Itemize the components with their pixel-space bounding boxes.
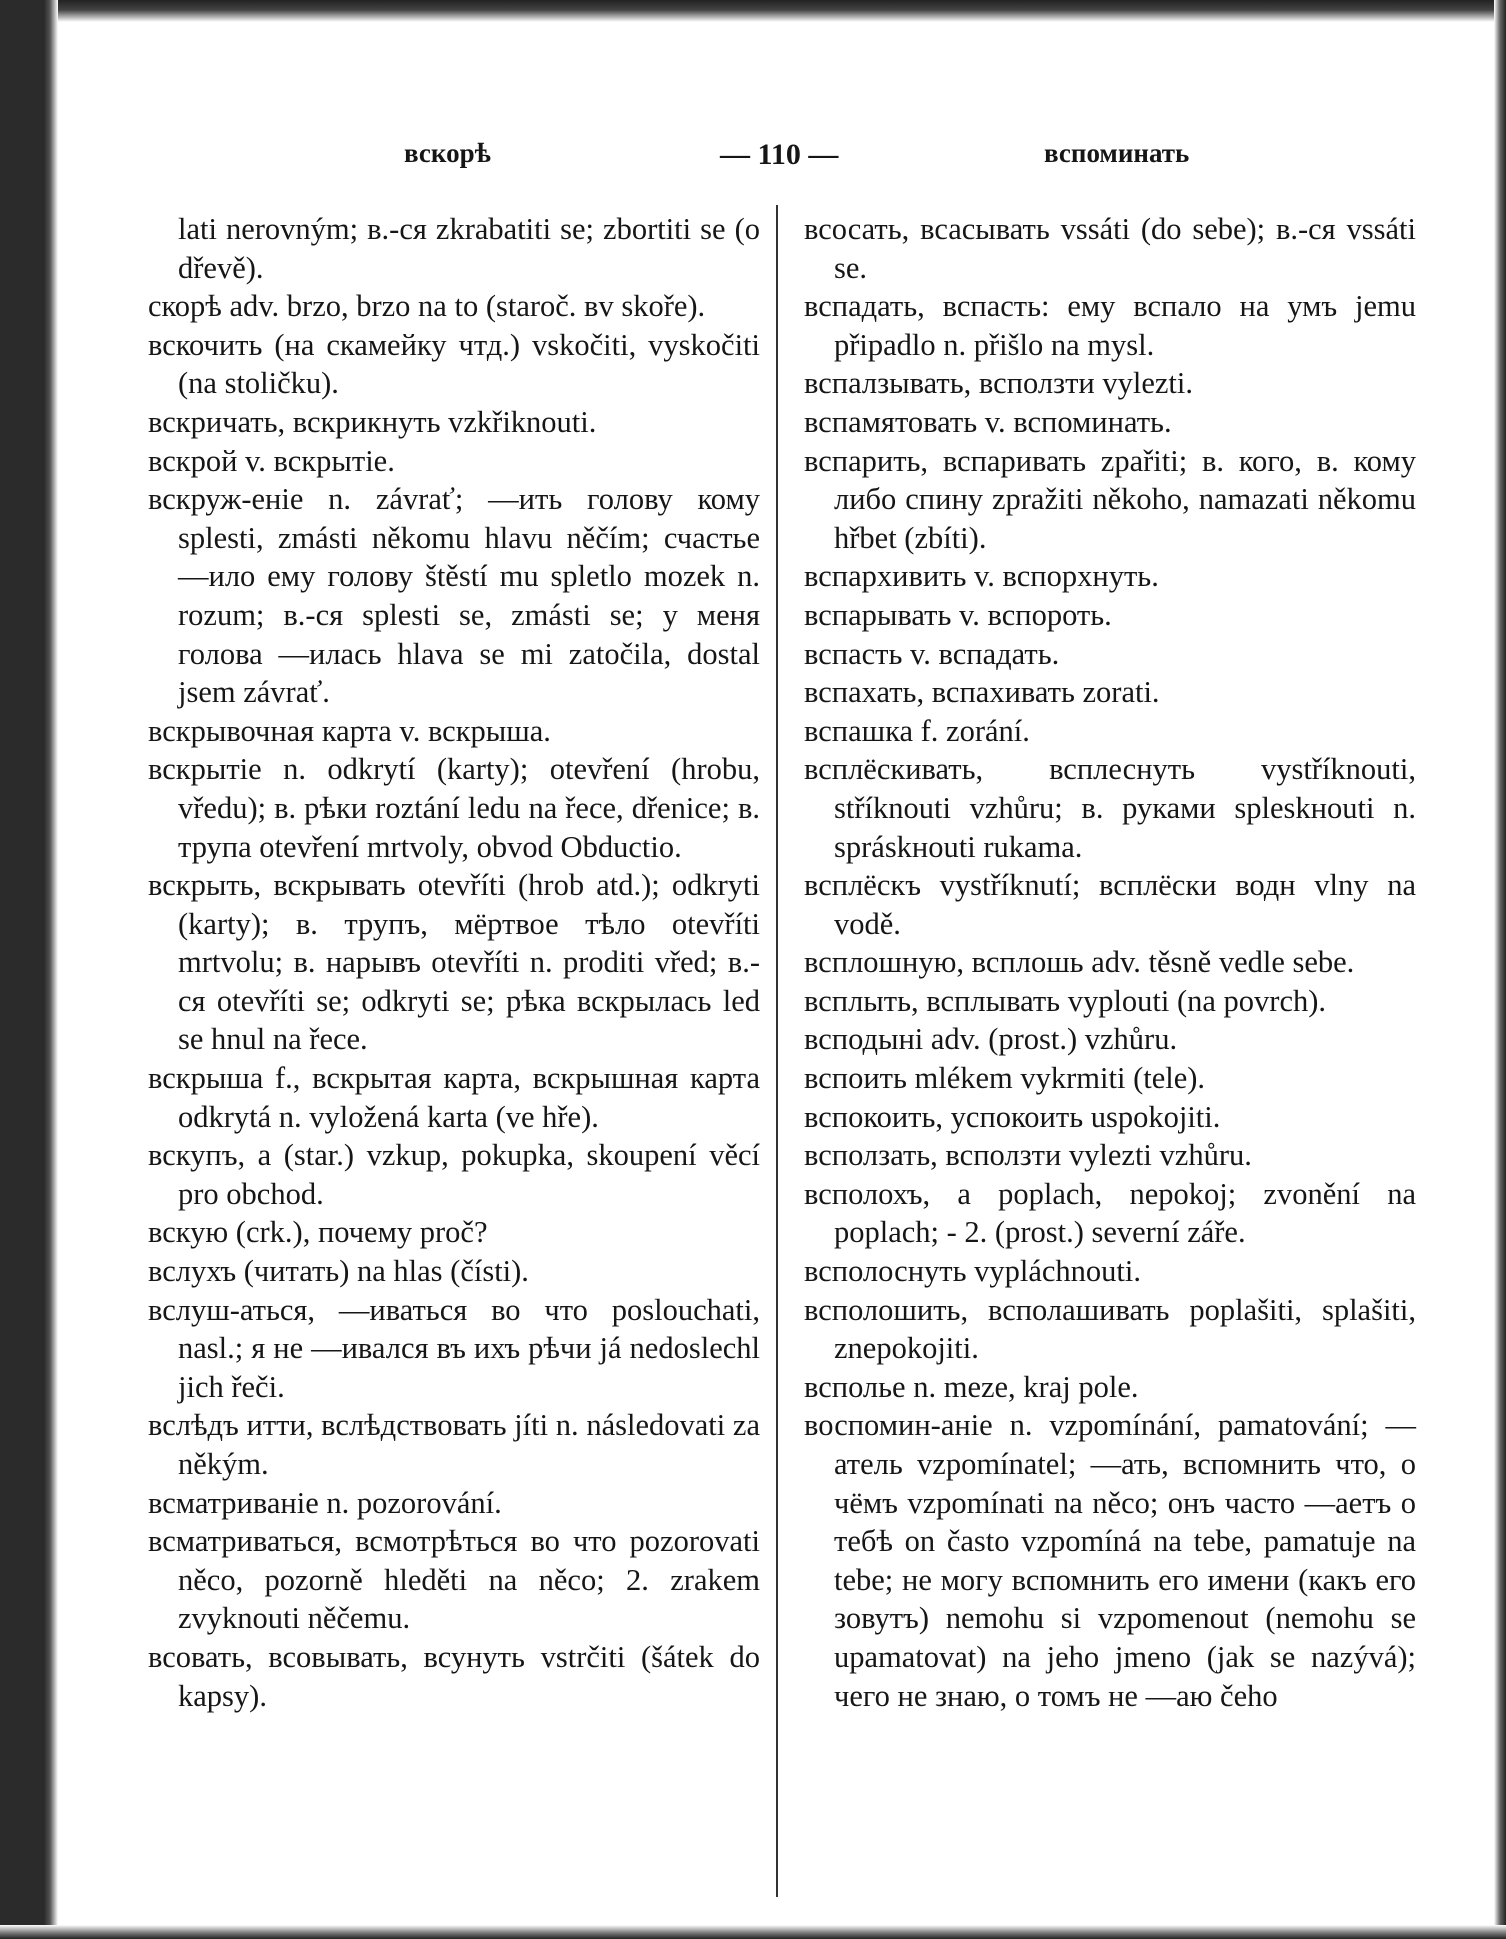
dictionary-entry: всползать, всползти vylezti vzhůru. <box>804 1138 1252 1173</box>
left-column <box>148 210 760 1715</box>
dictionary-entry: вскрытіе n. odkrytí (karty); otevření (hrobu, vředu); в. рѣки roztání ledu na řece, dřenice; в. трупа otevření mrtvoly, obvod Obductio. <box>148 752 760 864</box>
dictionary-entry: вспахать, вспахивать zorati. <box>804 675 1160 710</box>
dictionary-entry: вслѣдъ итти, вслѣдствовать jíti n. následovati za někým. <box>148 1408 760 1481</box>
dictionary-entry: вскрыть, вскрывать otevříti (hrob atd.); odkryti (karty); в. трупъ, мёртвое тѣло otevříti mrtvolu; в. нарывъ otevříti n. proditi vřed; в.-ся otevříti se; odkryti se; рѣка вскрылась led se hnul na řece. <box>148 868 760 1057</box>
dictionary-entry: вслуш-аться, —иваться во что poslouchati, nasl.; я не —ивался въ ихъ рѣчи já nedoslechl jich řeči. <box>148 1292 760 1404</box>
dictionary-continuation: lati nerovným; в.-ся zkrabatiti se; zbortiti se (o dřevě). <box>178 212 760 285</box>
dictionary-entry: всплыть, всплывать vyplouti (na povrch). <box>804 983 1327 1018</box>
dictionary-entry: всполохъ, а poplach, nepokoj; zvonění na poplach; - 2. (prost.) severní záře. <box>804 1176 1416 1250</box>
right-column <box>804 210 1416 1715</box>
dictionary-entry: скорѣ adv. brzo, brzo na to (staroč. вv skoře). <box>148 289 706 324</box>
dictionary-entry: вспольe n. meze, kraj pole. <box>804 1369 1139 1404</box>
dictionary-entry: воспомин-аніе n. vzpomínání, pamatování; —атель vzpomínatel; —ать, вспомнить что, о чёмъ vzpomínati na něco; онъ часто —аетъ о тебѣ on často vzpomíná na tebe, pamatuje na tebe; не могу вспомнить его имени (какъ его зовутъ) nemohu si vzpomenout (nemohu se upamatovat) na jeho jmeno (jak se nazývá); чего не знаю, о томъ не —аю čeho <box>804 1408 1416 1713</box>
scan-top-edge <box>0 0 1506 22</box>
scan-left-edge <box>0 0 58 1939</box>
scan-right-edge <box>1494 0 1506 1939</box>
dictionary-entry: вспарить, вспаривать zpařiti; в. кого, в. кому либо спину zpražiti někoho, namazati někomu hřbet (zbíti). <box>804 443 1416 555</box>
page-number: — 110 — <box>720 138 839 171</box>
dictionary-entry: вскую (crk.), почему proč? <box>148 1215 488 1250</box>
dictionary-entry: вскричать, вскрикнуть vzkřiknouti. <box>148 404 597 439</box>
dictionary-entry: вскруж-еніе n. závrať; —ить голову кому splesti, zmásti někomu hlavu něčím; счастье —ило ему голову štěstí mu spletlo mozek n. rozum; в.-ся splesti se, zmásti se; у меня голова —илась hlava se mi zatočila, dostal jsem závrať. <box>148 482 760 710</box>
dictionary-entry: всплёскивать, всплеснуть vystříknouti, stříknouti vzhůru; в. руками spleskнouti n. spráskнouti rukama. <box>804 752 1416 864</box>
dictionary-entry: вспархивить v. вспорхнуть. <box>804 559 1159 594</box>
dictionary-entry: вскрой v. вскрытіе. <box>148 443 395 478</box>
dictionary-entry: вслухъ (читать) na hlas (čísti). <box>148 1254 529 1289</box>
dictionary-entry: всосать, всасывать vssáti (do sebe); в.-ся vssáti se. <box>804 212 1416 285</box>
dictionary-entry: всплёскъ vystříknutí; всплёски водн vlny na vodě. <box>804 868 1416 941</box>
dictionary-entry: вспашка f. zorání. <box>804 713 1030 748</box>
dictionary-entry: вскрывочная карта v. вскрыша. <box>148 713 551 748</box>
header-left-guideword: вскорѣ <box>404 138 491 168</box>
header-right-guideword: вспоминать <box>1044 138 1190 168</box>
dictionary-entry: вскупъ, а (star.) vzkup, pokupka, skoupení věcí pro obchod. <box>148 1138 760 1211</box>
dictionary-entry: всовать, всовывать, всунуть vstrčiti (šátek do kapsy). <box>148 1639 760 1713</box>
dictionary-entry: всподыні adv. (prost.) vzhůru. <box>804 1022 1178 1057</box>
dictionary-entry: вспадать, вспасть: ему вспало на умъ jemu připadlo n. přišlo na mysl. <box>804 289 1416 362</box>
dictionary-entry: вскочить (на скамейку чтд.) vskočiti, vyskočiti (na stoličku). <box>148 327 760 401</box>
dictionary-entry: вскрыша f., вскрытая карта, вскрышная карта odkrytá n. vyložená karta (ve hře). <box>148 1061 760 1134</box>
dictionary-entry: всполошить, всполашивать poplašiti, splašiti, znepokojiti. <box>804 1292 1416 1366</box>
dictionary-entry: всматриваніе n. pozorování. <box>148 1485 502 1520</box>
column-divider <box>776 205 778 1897</box>
dictionary-entry: всполоснуть vypláchnouti. <box>804 1254 1142 1289</box>
dictionary-entry: всплошную, всплошь adv. těsně vedle sebe. <box>804 945 1355 980</box>
dictionary-entry: всматриваться, всмотрѣться во что pozorovati něco, pozorně hleděti na něco; 2. zrakem zvyknouti něčemu. <box>148 1524 760 1636</box>
dictionary-entry: вспокоить, успокоить uspokojiti. <box>804 1099 1221 1134</box>
dictionary-entry: вспоить mlékem vykrmiti (tele). <box>804 1061 1206 1096</box>
scan-bottom-edge <box>0 1925 1506 1939</box>
dictionary-entry: вспалзывать, всползти vylezti. <box>804 366 1193 401</box>
dictionary-entry: вспарывать v. вспороть. <box>804 597 1112 632</box>
page-header <box>0 138 1506 182</box>
dictionary-entry: вспамятовать v. вспоминать. <box>804 404 1172 439</box>
dictionary-entry: вспасть v. вспадать. <box>804 636 1060 671</box>
